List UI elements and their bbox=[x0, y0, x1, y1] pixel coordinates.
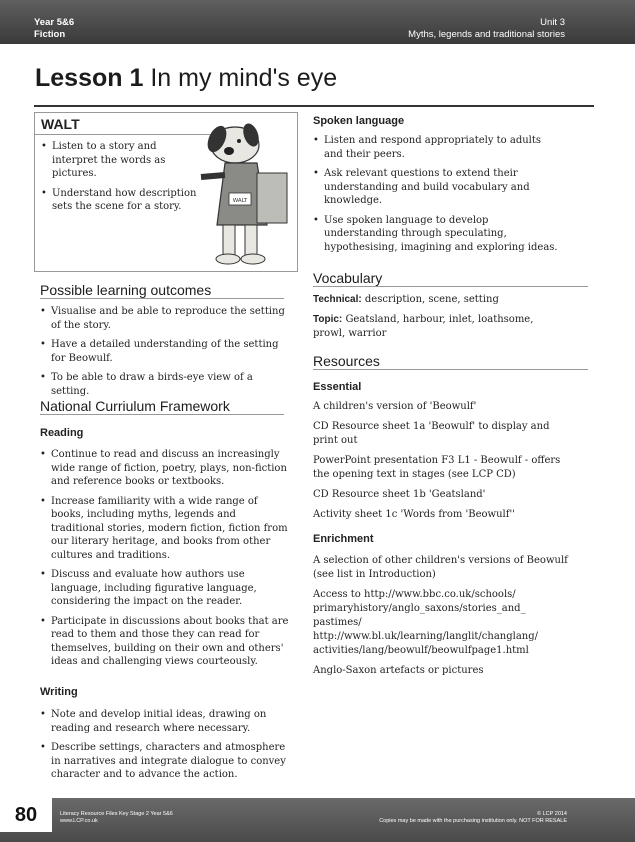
unit-label: Unit 3 bbox=[540, 17, 565, 28]
technical-vocab bbox=[313, 293, 563, 307]
list-item: • Listen and respond appropriately to adults and their peers. bbox=[313, 134, 561, 161]
topic-terms: Geatsland, harbour, inlet, loathsome, prowl, warrior bbox=[313, 314, 534, 339]
topic-label: Topic: bbox=[313, 314, 343, 325]
title-rule bbox=[34, 105, 594, 107]
outcomes-heading: Possible learning outcomes bbox=[40, 282, 284, 299]
list-item: • Increase familiarity with a wide range of books, including myths, legends and traditional stories, modern fiction, fiction from our literary heritage, and books from other cultures and traditions. bbox=[40, 495, 290, 563]
footer-right bbox=[379, 811, 567, 825]
list-item: • Note and develop initial ideas, drawing on reading and research where necessary. bbox=[40, 708, 290, 735]
list-item: • Describe settings, characters and atmosphere in narratives and integrate dialogue to convey character and to advance the action. bbox=[40, 741, 290, 782]
essential-heading: Essential bbox=[313, 381, 362, 393]
dog-mascot-illustration bbox=[195, 115, 299, 271]
series-label: Literacy Resource Files Key Stage 2 Year 5&6 bbox=[60, 811, 173, 817]
list-item: Access to http://www.bbc.co.uk/schools/ primaryhistory/anglo_saxons/stories_and_ pastimes/ http://www.bl.uk/learning/langlit/changlang/ activities/lang/beowulf/beowulfpage1.html bbox=[313, 589, 539, 656]
walt-list bbox=[41, 140, 201, 214]
list-item: A children's version of 'Beowulf' bbox=[313, 401, 477, 412]
section-label: Fiction bbox=[34, 29, 66, 40]
vocabulary-heading: Vocabulary bbox=[313, 270, 588, 287]
copyright-label: © LCP 2014 bbox=[537, 811, 567, 817]
topic-label: Myths, legends and traditional stories bbox=[408, 29, 565, 40]
list-item: PowerPoint presentation F3 L1 - Beowulf - offers the opening text in stages (see LCP CD) bbox=[313, 455, 561, 480]
footer-left bbox=[60, 811, 173, 825]
page-title bbox=[35, 64, 337, 93]
list-item: • To be able to draw a birds-eye view of a setting. bbox=[40, 371, 290, 398]
outcomes-list bbox=[40, 305, 290, 398]
spoken-list bbox=[313, 134, 561, 254]
walt-box bbox=[34, 112, 298, 272]
walt-heading: WALT bbox=[35, 113, 218, 135]
list-item: A selection of other children's versions of Beowulf (see list in Introduction) bbox=[313, 555, 568, 580]
list-item: • Understand how description sets the scene for a story. bbox=[41, 187, 201, 214]
page-number: 80 bbox=[0, 798, 52, 832]
list-item: Anglo-Saxon artefacts or pictures bbox=[313, 665, 484, 676]
year-label: Year 5&6 bbox=[34, 17, 75, 28]
list-item: • Ask relevant questions to extend their understanding and build vocabulary and knowledge. bbox=[313, 167, 561, 208]
list-item: • Visualise and be able to reproduce the setting of the story. bbox=[40, 305, 290, 332]
list-item: • Listen to a story and interpret the words as pictures. bbox=[41, 140, 201, 181]
walt-badge: WALT bbox=[232, 198, 248, 204]
list-item: CD Resource sheet 1b 'Geatsland' bbox=[313, 489, 486, 500]
reading-list bbox=[40, 448, 290, 669]
page-header bbox=[0, 0, 635, 44]
ncf-heading: National Curriulum Framework bbox=[40, 398, 284, 415]
lesson-number: Lesson 1 bbox=[35, 64, 144, 92]
page-footer bbox=[0, 798, 635, 842]
site-label: www.LCP.co.uk bbox=[60, 818, 98, 824]
list-item: • Participate in discussions about books that are read to them and those they can read for themselves, building on their own and others' ideas and challenging views courteously. bbox=[40, 615, 290, 669]
topic-vocab bbox=[313, 313, 563, 341]
resources-heading: Resources bbox=[313, 353, 588, 370]
header-right bbox=[408, 17, 565, 41]
list-item: Activity sheet 1c 'Words from 'Beowulf'' bbox=[313, 509, 515, 520]
list-item: • Use spoken language to develop understanding through speculating, hypothesising, imagining and exploring ideas. bbox=[313, 214, 561, 255]
resale-notice: Copies may be made with the purchasing institution only. NOT FOR RESALE bbox=[379, 818, 567, 824]
technical-terms: description, scene, setting bbox=[361, 294, 499, 305]
list-item: • Discuss and evaluate how authors use language, including figurative language, considering the impact on the reader. bbox=[40, 568, 290, 609]
list-item: CD Resource sheet 1a 'Beowulf' to display and print out bbox=[313, 421, 550, 446]
list-item: • Have a detailed understanding of the setting for Beowulf. bbox=[40, 338, 290, 365]
technical-label: Technical: bbox=[313, 294, 362, 305]
enrichment-heading: Enrichment bbox=[313, 533, 374, 545]
header-left bbox=[34, 17, 74, 41]
list-item: • Continue to read and discuss an increasingly wide range of fiction, poetry, plays, non-fiction and reference books or textbooks. bbox=[40, 448, 290, 489]
enrichment-list bbox=[313, 554, 568, 678]
essential-list bbox=[313, 400, 565, 522]
reading-heading: Reading bbox=[40, 427, 84, 439]
writing-list bbox=[40, 708, 290, 782]
spoken-heading: Spoken language bbox=[313, 115, 405, 127]
writing-heading: Writing bbox=[40, 686, 78, 698]
lesson-title: In my mind's eye bbox=[150, 64, 338, 92]
